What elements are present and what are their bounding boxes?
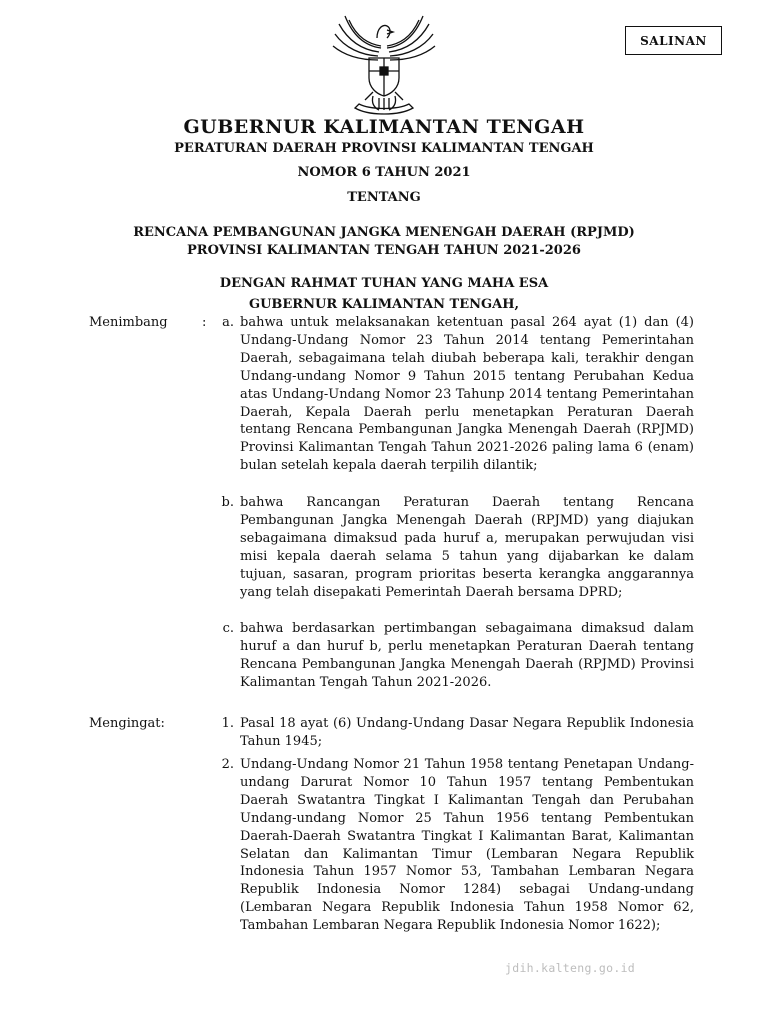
mengingat-marker-2: 2. bbox=[221, 757, 234, 772]
regulation-title: PERATURAN DAERAH PROVINSI KALIMANTAN TENGAH bbox=[174, 141, 594, 156]
mengingat-item-2: Undang-Undang Nomor 21 Tahun 1958 tentang Penetapan Undang-undang Darurat Nomor 10 Tahun 1957 tentang Pembentukan Daerah Swatantra Tingkat I Kalimantan Tengah dan Perubahan Undang-undang Nomor 25 Tahun 1956 tentang Pembentukan Daerah-Daerah Swatantra Tingkat I Kalimantan Barat, Kalimantan Selatan dan Kalimantan Timur (Lembaran Negara Republik Indonesia Tahun 1957 Nomor 53, Tambahan Lembaran Negara Republik Indonesia Nomor 1284) sebagai Undang-undang (Lembaran Negara Republik Indonesia Tahun 1958 Nomor 62, Tambahan Lembaran Negara Republik Indonesia Nomor 1622); bbox=[240, 757, 694, 934]
governor-title: GUBERNUR KALIMANTAN TENGAH bbox=[183, 116, 585, 138]
menimbang-marker-b: b. bbox=[221, 495, 234, 510]
menimbang-marker-a: a. bbox=[222, 315, 234, 330]
subject-line-1: RENCANA PEMBANGUNAN JANGKA MENENGAH DAERAH (RPJMD) bbox=[133, 225, 635, 240]
subject-line-2: PROVINSI KALIMANTAN TENGAH TAHUN 2021-2026 bbox=[187, 243, 581, 258]
mengingat-item-1: Pasal 18 ayat (6) Undang-Undang Dasar Negara Republik Indonesia Tahun 1945; bbox=[240, 716, 694, 749]
menimbang-item-c: bahwa berdasarkan pertimbangan sebagaimana dimaksud dalam huruf a dan huruf b, perlu menetapkan Peraturan Daerah tentang Rencana Pembangunan Jangka Menengah Daerah (RPJMD) Provinsi Kalimantan Tengah Tahun 2021-2026. bbox=[240, 621, 694, 690]
menimbang-marker-c: c. bbox=[222, 621, 234, 636]
salinan-stamp: SALINAN bbox=[625, 26, 722, 55]
menimbang-colon: : bbox=[202, 315, 207, 330]
regulation-number: NOMOR 6 TAHUN 2021 bbox=[297, 165, 471, 180]
grace-line: DENGAN RAHMAT TUHAN YANG MAHA ESA bbox=[219, 276, 549, 291]
about-label: TENTANG bbox=[347, 190, 421, 205]
mengingat-label: Mengingat: bbox=[89, 716, 165, 731]
governor-comma-line: GUBERNUR KALIMANTAN TENGAH, bbox=[248, 297, 520, 312]
mengingat-marker-1: 1. bbox=[221, 716, 234, 731]
garuda-emblem-icon bbox=[325, 8, 443, 118]
menimbang-item-a: bahwa untuk melaksanakan ketentuan pasal 264 ayat (1) dan (4) Undang-Undang Nomor 23 Tahun 2014 tentang Pemerintahan Daerah, sebagaimana telah diubah beberapa kali, terakhir dengan Undang-undang Nomor 9 Tahun 2015 tentang Perubahan Kedua atas Undang-Undang Nomor 23 Tahunp 2014 tentang Pemerintahan Daerah, Kepala Daerah perlu menetapkan Peraturan Daerah tentang Rencana Pembangunan Jangka Menengah Daerah (RPJMD) Provinsi Kalimantan Tengah Tahun 2021-2026 paling lama 6 (enam) bulan setelah kepala daerah terpilih dilantik; bbox=[240, 315, 694, 474]
menimbang-item-b: bahwa Rancangan Peraturan Daerah tentang Rencana Pembangunan Jangka Menengah Daerah (RPJMD) yang diajukan sebagaimana dimaksud pada huruf a, merupakan perwujudan visi misi kepala daerah selama 5 tahun yang dijabarkan ke dalam tujuan, sasaran, program prioritas beserta kerangka anggarannya yang telah disepakati Pemerintah Daerah bersama DPRD; bbox=[240, 495, 694, 600]
menimbang-label: Menimbang bbox=[89, 315, 168, 330]
footer-watermark: jdih.kalteng.go.id bbox=[505, 961, 636, 975]
